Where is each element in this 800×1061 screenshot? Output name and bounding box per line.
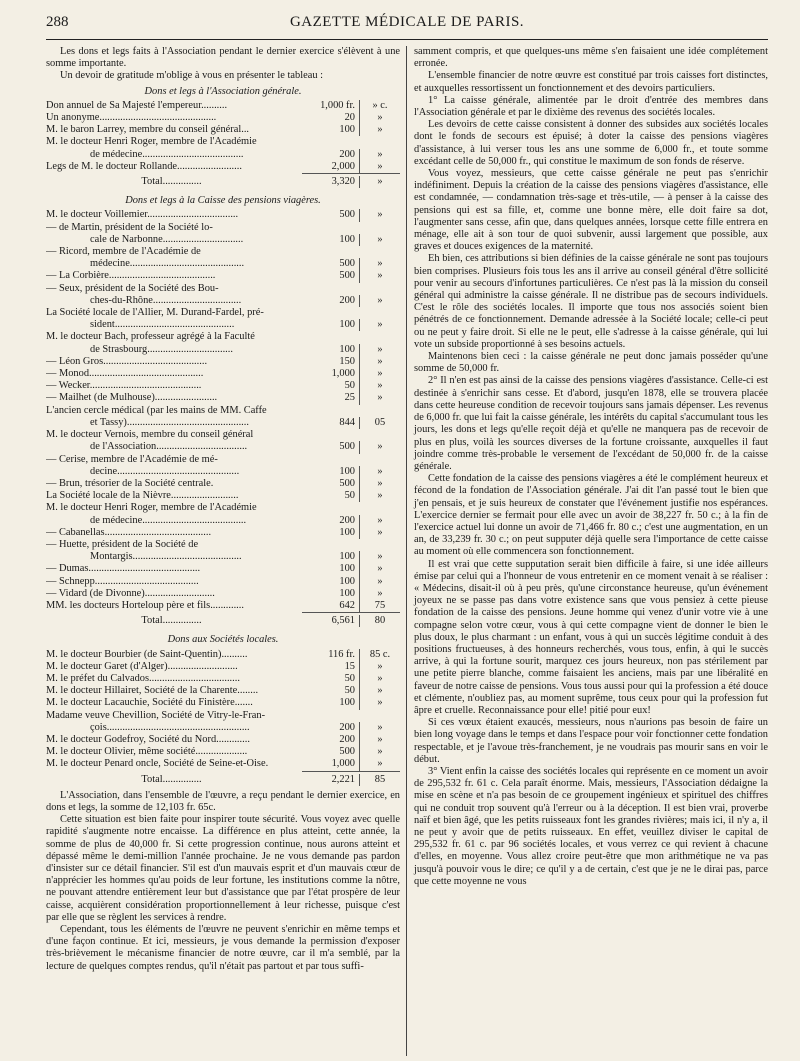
ledger-cents: » [377,465,383,477]
ledger-row [46,441,400,453]
intro-paragraph: Les dons et legs faits à l'Association pendant le dernier exercice s'élèvent à une somme importante. [46,46,400,70]
left-column [46,46,407,1056]
ledger-amount: 100 [297,466,360,478]
ledger-cents: » [377,672,383,684]
ledger-amount: 50 [297,673,360,685]
ledger-amount: 50 [297,380,360,392]
spacer [46,188,400,192]
ledger-label: M. le docteur Garet (d'Alger)........................... [46,660,238,672]
ledger-amount: 2,000 [297,161,360,173]
ledger-cents: » [377,270,383,282]
ledger-label: M. le docteur Penard oncle, Société de Seine-et-Oise. [46,758,269,770]
ledger-label: çois....................................................... [90,721,250,733]
ledger-row [46,270,400,282]
ledger-label: sident.............................................. [90,319,235,331]
ledger-label: decine............................................... [90,465,240,477]
ledger-row [46,283,400,295]
ledger-amount: 100 [297,551,360,563]
right-column [407,46,768,1056]
intro-paragraph: Un devoir de gratitude m'oblige à vous en présenter le tableau : [60,70,323,82]
ledger-label: médecine............................................ [90,258,245,270]
ledger-amount: 150 [297,356,360,368]
ledger-cents: » [377,209,383,221]
ledger-cents: » c. [372,99,388,111]
ledger-label: — Mailhet (de Mulhouse)........................ [46,392,218,404]
ledger-row [46,710,400,722]
ledger-cents: » [377,551,383,563]
ledger-amount: 116 fr. [297,649,360,661]
ledger-amount: 200 [297,149,360,161]
ledger-label: — Monod............................................ [46,368,204,380]
ledger-label: — Ricord, membre de l'Académie de [46,246,201,258]
ledger-row [46,551,400,563]
ledger-label: — de Martin, président de la Société lo- [46,221,213,233]
sum-rule [302,771,400,772]
section-title: Dons aux Sociétés locales. [167,634,279,646]
ledger-label: M. le préfet du Calvados................................... [46,672,240,684]
ledger-label: La Société locale de la Nièvre.......................... [46,490,239,502]
ledger-label: — Dumas........................................... [46,563,201,575]
ledger-row [46,295,400,307]
ledger-row [46,392,400,404]
ledger-label: M. le docteur Bourbier (de Saint-Quentin).......... [46,648,248,660]
ledger-label: — La Corbière......................................... [46,270,216,282]
ledger-label: M. le docteur Hillairet, Société de la Charente........ [46,685,259,697]
ledger-amount: 642 [297,600,360,612]
total-cents: 80 [374,615,386,627]
ledger-label: de l'Association................................... [90,441,248,453]
ledger-row [46,673,400,685]
ledger-label: — Huette, président de la Société de [46,538,199,550]
ledger-row [46,112,400,124]
ledger-label: de médecine........................................ [90,514,247,526]
ledger-row [46,661,400,673]
ledger-label: — Wecker........................................... [46,380,202,392]
ledger-row [46,527,400,539]
ledger-cents: » [377,733,383,745]
ledger-amount: 100 [297,344,360,356]
ledger-cents: » [377,319,383,331]
body-paragraph: Il est vrai que cette supputation serait bien difficile à faire, si une idée ailleurs émise par celui qui a l'honneur de vous entretenir en ce moment venait à se réaliser : « Médecins, disait-il où à peu près, qu'une circonstance heureuse, qu'un événement joyeux ne se passe pas dans votre existence sans que vous pensiez à cette pieuse fondation de la caisse des pensions. Jeune homme qui venez d'unir votre vie à une compagne selon votre cœur, vous à qui cette compagne vient de donner le bien le plus doux, le plus charmant : un enfant, vous à qui un succès légitime conduit à des positions fructueuses, à des honneurs recherchés, vous tous, enfin, à qui le succès arrive, à qui la fortune sourit, marquez ces jours heureux, non pas stérilement par une petite pierre blanche, comme faisaient les anciens, mais par une libéralité en faveur de notre caisse de pensions. Vous tous aussi pour qui la profession a été douce et clémente, n'oubliez pas, au moment suprême, tous ceux pour qui la profession fut âpre et cruelle. Reconnaissance pour elle! pitié pour eux! [414,558,768,716]
ledger-cents: » [377,660,383,672]
ledger-label: — Seux, président de la Société des Bou- [46,282,219,294]
ledger-label: — Cabanellas......................................... [46,526,212,538]
total-amount: 2,221 [297,774,360,786]
ledger-label: ches-du-Rhône.................................. [90,294,242,306]
ledger-row [46,405,400,417]
ledger-row [46,478,400,490]
ledger-label: — Brun, trésorier de la Société centrale. [46,477,214,489]
ledger-cents: » [377,514,383,526]
ledger-row [46,563,400,575]
ledger-label: M. le docteur Lacauchie, Société du Finistère....... [46,697,253,709]
body-paragraph: Cette fondation de la caisse des pensions viagères a été le complément heureux et fécond de la fondation de l'Association générale. J'ai dit l'an passé tout le bien que j'en pensais, et je suis heureux de constater que l'événement justifie nos espérances. L'exercice dernier se fermait pour elle avec un avoir de 38,227 fr. 50 c.; à la fin de l'exercice actuel lui donne un avoir de 71,466 fr. 80 c.; c'est une augmentation, en un an, de 33,239 fr. 30 c.; on peut supputer déjà quelle sera l'importance de cette caisse au moment où elle commencera son fonctionnement. [414,473,768,558]
ledger-cents: » [377,233,383,245]
body-paragraph: Vous voyez, messieurs, que cette caisse générale ne peut pas s'enrichir indéfiniment. Depuis la création de la caisse des pensions viagères d'assistance, elle est condamnée, — condamnation très-sage et très-utile, — à penser à la caisse des pensions qui est sa fille, et, comme une bonne mère, elle doit faire sa dot, l'augmenter sans cesse, afin que, dans quelques années, lorsque cette fille entrera en ménage, elle ait à son tour de quoi subvenir, aussi largement que possible, aux graves et douces exigences de la maternité. [414,168,768,253]
ledger-label: M. le docteur Vernois, membre du conseil général [46,429,254,441]
ledger-amount: 50 [297,490,360,502]
ledger-row [46,124,400,136]
ledger-amount: 1,000 [297,758,360,770]
ledger-cents: » [377,124,383,136]
section-title: Dons et legs à l'Association générale. [144,85,302,97]
ledger-row [46,515,400,527]
ledger-cents: » [377,563,383,575]
ledger-amount: 844 [297,417,360,429]
ledger-row [46,136,400,148]
ledger-amount: 100 [297,234,360,246]
ledger-cents: » [377,112,383,124]
ledger-cents: » [377,746,383,758]
ledger-amount: 200 [297,734,360,746]
ledger-label: — Schnepp........................................ [46,575,199,587]
total-amount: 6,561 [297,615,360,627]
total-cents: 85 [374,773,386,785]
ledger-cents: » [377,258,383,270]
sum-rule [302,173,400,174]
ledger-amount: 1,000 fr. [297,100,360,112]
ledger-label: de médecine....................................... [90,148,244,160]
ledger-cents: » [377,587,383,599]
ledger-cents: » [377,441,383,453]
ledger-label: et Tassy)............................................... [90,416,249,428]
ledger-label: La Société locale de l'Allier, M. Durand-Fardel, pré- [46,307,264,319]
ledger-cents: 85 c. [369,648,391,660]
ledger-cents: » [377,343,383,355]
ledger-amount: 20 [297,112,360,124]
ledger-row [46,466,400,478]
ledger-row [46,307,400,319]
body-paragraph: Cette situation est bien faite pour inspirer toute sécurité. Vous voyez avec quelle rapidité s'augmente notre encaisse. La différence en plus atteint, cette année, la somme de plus de 40,000 fr. Si cette progression continue, nous aurons atteint et dépassé même le demi-million l'année prochaine. Je ne vous demande pas pardon d'insister sur ce détail financier. S'il est d'un mauvais esprit et d'un mauvais cœur de n'apprécier les hommes qu'au poids de leur fortune, les institutions comme la nôtre, ne pouvant attendre entièrement leur but d'assistance que par l'état prospère de leur caisse, acquièrent considération proportionnellement à leur richesse, puisque c'est par elle que se règlent les services à rendre. [46,814,400,923]
page-number: 288 [46,14,69,30]
ledger-row [46,600,400,612]
total-label: Total............... [141,773,202,785]
ledger-amount: 50 [297,685,360,697]
ledger-amount: 500 [297,746,360,758]
ledger-label: M. le docteur Olivier, même société.................... [46,746,248,758]
ledger-amount: 200 [297,515,360,527]
total-amount: 3,320 [297,176,360,188]
body-paragraph: L'ensemble financier de notre œuvre est constitué par trois caisses fort distinctes, et auxquelles ressortissent un fonctionnement et des devoirs particuliers. [414,70,768,94]
ledger-label: MM. les docteurs Horteloup père et fils............. [46,599,244,611]
ledger-label: Montargis.......................................... [90,551,242,563]
ledger-row [46,734,400,746]
ledger-row [46,417,400,429]
ledger-amount: 15 [297,661,360,673]
ledger-cents: » [377,697,383,709]
ledger-row [46,246,400,258]
ledger-label: M. le docteur Voillemier................................... [46,209,239,221]
ledger-label: — Vidard (de Divonne)........................... [46,587,215,599]
ledger-row [46,149,400,161]
ledger-label: — Léon Gros........................................ [46,355,208,367]
ledger-cents: » [377,526,383,538]
ledger-amount: 100 [297,319,360,331]
ledger-amount: 200 [297,722,360,734]
ledger-row [46,258,400,270]
ledger-cents: 05 [374,416,386,428]
ledger-cents: » [377,294,383,306]
ledger-cents: » [377,685,383,697]
spacer [46,627,400,631]
ledger-label: L'ancien cercle médical (par les mains de MM. Caffe [46,404,267,416]
ledger-cents: 75 [374,599,386,611]
ledger-row [46,576,400,588]
ledger-label: Legs de M. le docteur Rollande......................... [46,160,242,172]
ledger-row [46,331,400,343]
ledger-row [46,722,400,734]
ledger-row [46,746,400,758]
ledger-amount: 100 [297,124,360,136]
ledger-row [46,356,400,368]
ledger-label: M. le baron Larrey, membre du conseil général... [46,124,250,136]
ledger-amount: 100 [297,588,360,600]
ledger-label: de Strasbourg................................. [90,343,233,355]
journal-title: GAZETTE MÉDICALE DE PARIS. [289,14,525,30]
ledger-amount: 500 [297,258,360,270]
ledger-row [46,368,400,380]
ledger-cents: » [377,477,383,489]
ledger-row [46,429,400,441]
body-paragraph: Les devoirs de cette caisse consistent à donner des subsides aux sociétés locales dont le fonds de secours est épuisé; à doter la caisse des pensions viagères d'assistance, à lui verser tous les ans une somme de 6,000 fr., et toute somme excédant celle de 50,000 fr., qui constitue le maximum de son fonds de réserve. [414,119,768,167]
body-paragraph: Si ces vœux étaient exaucés, messieurs, nous n'aurions pas besoin de faire un bien long voyage dans le temps et dans l'espace pour voir fonctionner cette fondation respectable, et je l'avoue très-franchement, je ne voudrais pas mourir sans en voir le début. [414,717,768,765]
sum-rule [302,612,400,613]
body-paragraph: Maintenons bien ceci : la caisse générale ne peut donc jamais posséder qu'une somme de 50,000 fr. [414,351,768,375]
ledger-label: Madame veuve Chevillion, Société de Vitry-le-Fran- [46,709,266,721]
ledger-amount: 500 [297,270,360,282]
ledger-amount: 100 [297,563,360,575]
ledger-total-row [46,615,400,627]
ledger-row [46,697,400,709]
ledger-row [46,222,400,234]
ledger-amount: 100 [297,576,360,588]
ledger-row [46,758,400,770]
ledger-cents: » [377,575,383,587]
ledger-row [46,490,400,502]
ledger-total-row [46,176,400,188]
ledger-row [46,649,400,661]
body-paragraph: 1° La caisse générale, alimentée par le droit d'entrée des membres dans l'Association générale et par le dixième des revenus des sociétés locales. [414,94,768,119]
body-paragraph: samment compris, et que quelques-uns même s'en faisaient une idée complétement erronée. [414,46,768,70]
ledger-row [46,588,400,600]
total-label: Total............... [141,615,202,627]
ledger-cents: » [377,368,383,380]
ledger-row [46,161,400,173]
page-header [46,14,768,40]
ledger-cents: » [377,160,383,172]
ledger-label: cale de Narbonne............................... [90,233,244,245]
total-label: Total............... [141,176,202,188]
ledger-label: M. le docteur Henri Roger, membre de l'Académie [46,502,257,514]
ledger-row [46,100,400,112]
ledger-cents: » [377,490,383,502]
ledger-row [46,685,400,697]
ledger-amount: 1,000 [297,368,360,380]
ledger-row [46,454,400,466]
ledger-cents: » [377,721,383,733]
ledger-amount: 500 [297,209,360,221]
ledger-label: M. le docteur Bach, professeur agrégé à la Faculté [46,331,255,343]
ledger-amount: 500 [297,441,360,453]
body-paragraph: 3° Vient enfin la caisse des sociétés locales qui représente en ce moment un avoir de 295,532 fr. 61 c. Cela paraît énorme. Mais, messieurs, l'Association dédaigne la mise en scène et n'a pas besoin de ce groupement ingénieux et spirituel des chiffres qui ne conduit trop souvent qu'à l'erreur ou à la déception. Il est bien vrai, proverbe naïf et bien âgé, que les petits ruisseaux font les grandes rivières; mais ici, il n'y a, il ne peut y avoir que de petits ruisseaux. En effet, veuillez diviser le capital de 295,532 fr. 61 c. par 96 sociétés locales, et vous verrez ce qui revient à chacune d'elles, en moyenne. Vous allez croire peut-être que mon arithmétique ne va pas jusqu'à pouvoir vous le dire; ce qu'il y a de certain, c'est que je ne le dirai pas, parce que cette moyenne ne vous [414,765,768,887]
ledger-label: — Cerise, membre de l'Académie de mé- [46,453,218,465]
ledger-cents: » [377,758,383,770]
ledger-amount: 200 [297,295,360,307]
ledger-amount: 25 [297,392,360,404]
ledger-row [46,209,400,221]
ledger-label: M. le docteur Henri Roger, membre de l'Académie [46,136,257,148]
ledger-row [46,344,400,356]
ledger-label: Un anonyme............................................. [46,112,217,124]
ledger-amount: 100 [297,697,360,709]
ledger-cents: » [377,355,383,367]
ledger-label: M. le docteur Godefroy, Société du Nord............. [46,733,250,745]
body-paragraph: L'Association, dans l'ensemble de l'œuvre, a reçu pendant le dernier exercice, en dons et legs, la somme de 12,103 fr. 65c. [46,789,400,813]
ledger-row [46,502,400,514]
body-paragraph: Cependant, tous les éléments de l'œuvre ne peuvent s'enrichir en même temps et d'une façon continue. Et ici, messieurs, je vous demande la permission d'exposer très-brièvement le mécanisme financier de notre œuvre, car il m'a semblé, par la lecture de quelques comptes rendus, qu'il n'était pas partout et par tous suffi- [46,924,400,972]
body-paragraph: Eh bien, ces attributions si bien définies de la caisse générale ne sont pas toujours bien comprises. Plusieurs fois tous les ans il arrive au conseil général d'être sollicité pour venir au secours d'infortunes particulières. Ce n'est pas là la mission du conseil général qui administre la caisse générale. Il ne distribue pas de secours individuels. C'est le rôle des sociétés locales. Il importe que tous nos associés soient bien pénétrés de ce fonctionnement. Demande adressée à la Société locale; celle-ci peut ou ne peut y faire droit. Si elle ne le peut, elle s'adresse à la caisse générale, qui lui vote un subside proportionné à ses besoins actuels. [414,253,768,350]
ledger-row [46,380,400,392]
ledger-label: Don annuel de Sa Majesté l'empereur.......... [46,99,228,111]
ledger-amount: 100 [297,527,360,539]
body-paragraph: 2° Il n'en est pas ainsi de la caisse des pensions viagères d'assistance. Celle-ci est destinée à s'enrichir sans cesse. Et d'abord, jusqu'en 1878, elle se trouvera placée dans cette heureuse condition de recevoir toujours sans jamais dépenser. Les revenus de 6,000 fr. que lui fait la caisse générale, les intérêts du capital s'accumulant tous les jours, les dons et legs qu'elle reçoit déjà et qu'elle ne manquera pas de recevoir de plus en plus, voilà les sources diverses de la fortune croissante, auxquelles il faut joindre comme très-probable le versement de l'excédant de 50,000 fr. de la caisse générale. [414,375,768,472]
ledger-row [46,539,400,551]
total-cents: » [377,176,383,188]
ledger-row [46,319,400,331]
ledger-cents: » [377,392,383,404]
ledger-cents: » [377,380,383,392]
ledger-total-row [46,774,400,786]
ledger-amount: 500 [297,478,360,490]
ledger-row [46,234,400,246]
section-title: Dons et legs à la Caisse des pensions viagères. [125,195,321,207]
ledger-cents: » [377,148,383,160]
